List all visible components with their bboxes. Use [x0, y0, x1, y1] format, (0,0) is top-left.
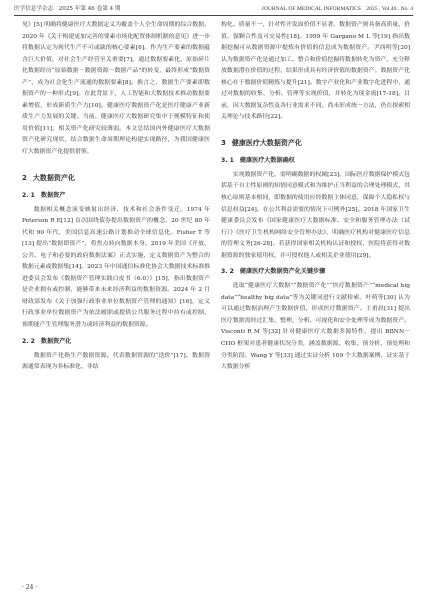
page-number: · 24 · [22, 584, 38, 591]
header-rule [14, 15, 413, 16]
subsection-heading [22, 337, 210, 347]
subsection-title: 数据资产化 [40, 337, 72, 345]
section-heading [221, 138, 410, 148]
header-journal-cn: 医学信息学杂志 2025 年第 46 卷第 4 期 [14, 6, 121, 12]
subsection-title: 健康医疗大数据确权 [239, 156, 295, 164]
paragraph: 见》[5] 明确将健康医疗大数据定义为覆盖个人全生命周期的综合数据。2020 年《关于构建更加完善的要素市场化配置体制机制的意见》进一步将数据认定为现代生产不可或缺的核心要素[6]。作为生产要素的数据蕴含巨大价值，对社会生产经营至关重要[7]。通过数据要素化，原始碎片化数据经历“原始数据－数据资源－数据产品”的转变，最终形成“数据资产”，成为社会化生产流通的数据要素[8]。换言之，数据生产要素即数据资产的一种形式[9]。在此背景下，人工智能和大数据技术推动数据要素增值，形成新质生产力[10]。健康医疗数据资产化是医疗健康产业新质生产力发展的关键。当前，健康医疗大数据研究集中于规模特征和使用价值[11]，相关资产化研究较薄弱。本文总结国内外健康医疗大数据资产化研究现状，结合数据生命周期理论构建实现路径，为我国健康医疗大数据资产化提供借鉴。 [22, 22, 210, 156]
paragraph: 数据资产化指生产数据资源、代表数据资源的“迭价”[17]。数据资源通常表现为非标准化、非结 [22, 352, 210, 371]
subsection-number: 2. 1 [22, 191, 35, 199]
section-number: 3 [221, 138, 226, 147]
paragraph: 构化、质量不一，针对性开发面价值不显著。数据资产则具备高质量、价值、强颗合性及可交易性[18]。1999 年 Gargano M L 等[19] 指出数据挖掘可从数据资源中提炼有价值的信息成为数据资产。尹西明等[20] 认为数据资产化是通过加工、整合和价值挖掘将数据转化为资产，充分释放数据潜在价值的过程，结果形成具有经济价值的数据资产。数据资产化核心在于数据价值精炼与提升[21]。数字产业化和产业数字化进程中，通过对数据的收集、分析、管理等实现价值，并转化为现金流[17-18]。目前，因大数据复杂性及各行业需求不同，尚未形成统一方法，仍在探索相关理论与技术路径[22]。 [221, 22, 410, 121]
paragraph: 数据相关概念演变映射出经济、技术和社会条件变迁。1974 年 Peterson R E[12] 首次围绕债券提出数据资产的概念。20 世纪 80 年代和 90 年代，美国信息高速公路计划推动全球信息化。Fisher T 等[13] 提出“数据即资产”，将焦点转向数据本身。2019 年美国《开放、公共、电子和必要的政府数据法案》正式实施，定义数据资产为整合的数据元素或数据集[14]。2023 年中国通信标准化协会大数据技术标准推进委员会发布《数据资产管理实践白皮书（6.0）》[15]，指出数据资产是企业拥有或控制，能够带来未来经济利益的数据资源。2024 年 2 月财政部发布《关于加强行政事业单位数据资产管理的通知》[16]，定义行政事业单位数据资产为依法履职或提供公共服务过程中持有或控制、预期能产生管理服务潜力或经济利益的数据资源。 [22, 206, 211, 329]
subsection-title: 数据资产 [40, 191, 66, 199]
right-column [221, 20, 410, 374]
paragraph: 选取“健康医疗大数据”“数据资产化”“医疗数据资产”“medical big data”“healthy big data”等为关键词进行文献检索。叶萌等[30] 认为可以通过数据治理产生数据价值，形成医疗数据资产。王甫晨[31] 提出医疗数据需经过汇集、整理、分析、可视化和安全处理等成为数据资产。Visconti R M 等[32] 针对健康医疗大数据多源特性，提出 BBNN－CHO 框架对患者健康状况分类，涵盖数据源、收集、预分析、预处理和分类阶段。Wang Y 等[33] 通过实证分析 109 个大数据案例，证实基于大数据分析 [221, 283, 410, 371]
subsection-title: 健康医疗大数据资产化关键步骤 [239, 268, 326, 276]
section-title: 大数据资产化 [32, 173, 75, 182]
subsection-number: 2. 2 [22, 337, 35, 345]
subsection-number: 3. 2 [221, 268, 234, 276]
paragraph: 实现数据资产化，需明确数据的权属[23]。国际医疗数据保护模式包括基于自主性原则的知情同意模式和为维护正当利益的合理处理模式，其核心原则基本相同，即数据的使用应经数据主体同意，保障个人隐私权与信息权益[24]。在公共利益需要的情况下可例外[25]。2018 年国家卫生健康委员会发布《国家健康医疗大数据标准、安全和服务管理办法（试行）》《医疗卫生机构网络安全管理办法》，明确医疗机构对健康医疗信息的管理义务[26-28]。若获得国家相关机构认证和授权，医院将获得对数据资源的独家使用权，并可授权他人或相关企业使用[29]。 [221, 171, 410, 259]
section-title: 健康医疗大数据资产化 [231, 138, 302, 147]
section-number: 2 [22, 173, 27, 182]
subsection-heading [221, 267, 410, 277]
subsection-heading [221, 156, 410, 166]
header-journal-en: JOURNAL OF MEDICAL INFORMATICS 2025 , Vol.46 , No. 4 [261, 6, 413, 12]
subsection-number: 3. 1 [221, 156, 234, 164]
left-column [22, 20, 210, 374]
subsection-heading [22, 191, 210, 201]
section-heading [22, 173, 210, 183]
